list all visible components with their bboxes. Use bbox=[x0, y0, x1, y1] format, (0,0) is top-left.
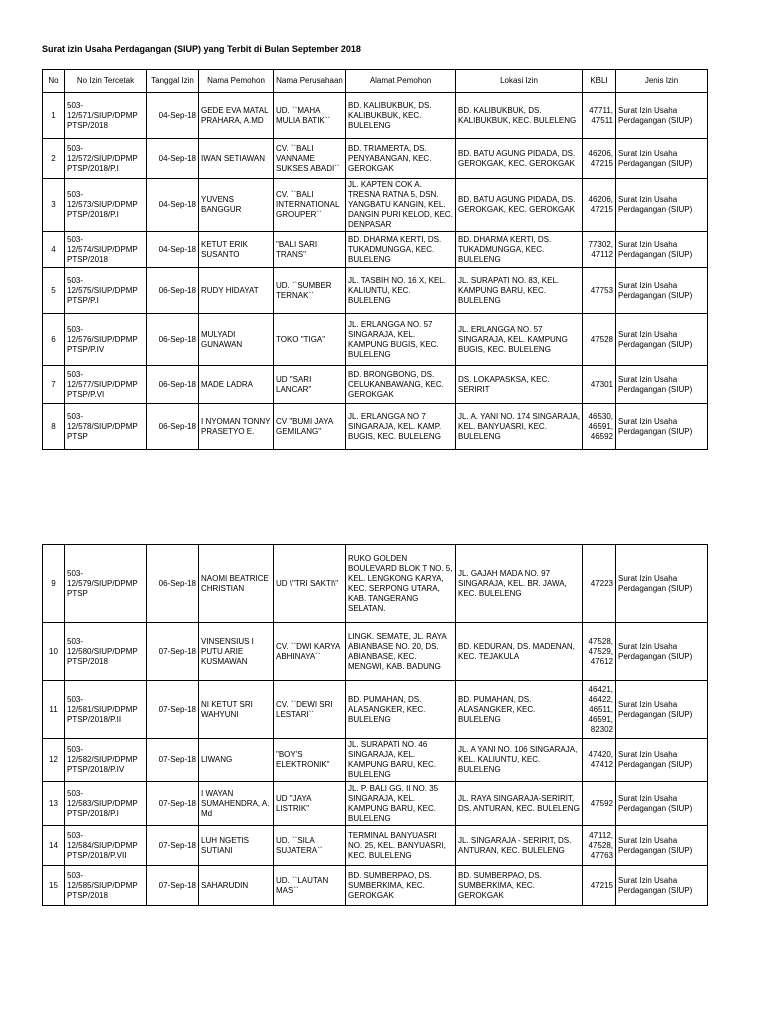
cell-nama-perusahaan: CV. ``DWI KARYA ABHINAYA`` bbox=[274, 623, 346, 681]
siup-table-2 bbox=[42, 544, 708, 906]
cell-nama-pemohon: NAOMI BEATRICE CHRISTIAN bbox=[199, 545, 274, 623]
table-1-body bbox=[43, 93, 708, 450]
cell-alamat: JL. ERLANGGA NO. 57 SINGARAJA, KEL. KAMPUNG BUGIS, KEC. BULELENG bbox=[346, 314, 456, 366]
cell-nama-perusahaan: CV. ``BALI INTERNATIONAL GROUPER`` bbox=[274, 179, 346, 232]
cell-jenis: Surat Izin Usaha Perdagangan (SIUP) bbox=[616, 782, 708, 826]
cell-kbli: 47223 bbox=[583, 545, 616, 623]
cell-kbli: 47112, 47528, 47763 bbox=[583, 826, 616, 866]
cell-kbli: 46530, 46591, 46592 bbox=[583, 404, 616, 450]
cell-tanggal: 07-Sep-18 bbox=[147, 623, 199, 681]
cell-kbli: 47753 bbox=[583, 268, 616, 314]
cell-no: 15 bbox=[43, 866, 65, 906]
cell-no-izin: 503-12/576/SIUP/DPMP PTSP/P.IV bbox=[65, 314, 147, 366]
cell-jenis: Surat Izin Usaha Perdagangan (SIUP) bbox=[616, 681, 708, 739]
cell-nama-pemohon: SAHARUDIN bbox=[199, 866, 274, 906]
cell-lokasi: BD. BATU AGUNG PIDADA, DS. GEROKGAK, KEC. GEROKGAK bbox=[456, 179, 583, 232]
cell-jenis: Surat Izin Usaha Perdagangan (SIUP) bbox=[616, 314, 708, 366]
cell-jenis: Surat Izin Usaha Perdagangan (SIUP) bbox=[616, 93, 708, 139]
cell-nama-perusahaan: CV. ``BALI VANNAME SUKSES ABADI`` bbox=[274, 139, 346, 179]
cell-alamat: BD. KALIBUKBUK, DS. KALIBUKBUK, KEC. BULELENG bbox=[346, 93, 456, 139]
cell-no: 11 bbox=[43, 681, 65, 739]
cell-tanggal: 06-Sep-18 bbox=[147, 366, 199, 404]
table-row bbox=[43, 268, 708, 314]
table-row bbox=[43, 232, 708, 268]
cell-jenis: Surat Izin Usaha Perdagangan (SIUP) bbox=[616, 866, 708, 906]
siup-table-1 bbox=[42, 69, 708, 450]
cell-no-izin: 503-12/582/SIUP/DPMP PTSP/2018/P.IV bbox=[65, 739, 147, 782]
cell-nama-pemohon: VINSENSIUS I PUTU ARIE KUSMAWAN bbox=[199, 623, 274, 681]
cell-no-izin: 503-12/579/SIUP/DPMP PTSP bbox=[65, 545, 147, 623]
cell-jenis: Surat Izin Usaha Perdagangan (SIUP) bbox=[616, 404, 708, 450]
cell-nama-perusahaan: UD "JAYA LISTRIK" bbox=[274, 782, 346, 826]
cell-kbli: 47420, 47412 bbox=[583, 739, 616, 782]
cell-tanggal: 04-Sep-18 bbox=[147, 139, 199, 179]
cell-no-izin: 503-12/574/SIUP/DPMP PTSP/2018 bbox=[65, 232, 147, 268]
table-row bbox=[43, 93, 708, 139]
header-no: No bbox=[43, 70, 65, 93]
header-kbli: KBLI bbox=[583, 70, 616, 93]
cell-no-izin: 503-12/572/SIUP/DPMP PTSP/2018/P.I bbox=[65, 139, 147, 179]
cell-kbli: 47301 bbox=[583, 366, 616, 404]
table-row bbox=[43, 782, 708, 826]
cell-kbli: 46421, 46422, 46511, 46591, 82302 bbox=[583, 681, 616, 739]
cell-no: 14 bbox=[43, 826, 65, 866]
cell-no: 1 bbox=[43, 93, 65, 139]
cell-tanggal: 04-Sep-18 bbox=[147, 232, 199, 268]
cell-nama-pemohon: YUVENS BANGGUR bbox=[199, 179, 274, 232]
cell-jenis: Surat Izin Usaha Perdagangan (SIUP) bbox=[616, 366, 708, 404]
cell-no: 2 bbox=[43, 139, 65, 179]
cell-alamat: RUKO GOLDEN BOULEVARD BLOK T NO. 5, KEL. LENGKONG KARYA, KEC. SERPONG UTARA, KAB. TANGERANG SELATAN. bbox=[346, 545, 456, 623]
cell-jenis: Surat Izin Usaha Perdagangan (SIUP) bbox=[616, 139, 708, 179]
cell-nama-pemohon: MULYADI GUNAWAN bbox=[199, 314, 274, 366]
cell-alamat: JL. KAPTEN COK A. TRESNA RATNA 5, DSN. YANGBATU KANGIN, KEL. DANGIN PURI KELOD, KEC. DENPASAR bbox=[346, 179, 456, 232]
cell-no-izin: 503-12/575/SIUP/DPMP PTSP/P.I bbox=[65, 268, 147, 314]
cell-no: 10 bbox=[43, 623, 65, 681]
cell-jenis: Surat Izin Usaha Perdagangan (SIUP) bbox=[616, 739, 708, 782]
cell-tanggal: 06-Sep-18 bbox=[147, 268, 199, 314]
cell-tanggal: 04-Sep-18 bbox=[147, 93, 199, 139]
cell-kbli: 46206, 47215 bbox=[583, 179, 616, 232]
cell-tanggal: 04-Sep-18 bbox=[147, 179, 199, 232]
cell-no-izin: 503-12/573/SIUP/DPMP PTSP/2018/P.I bbox=[65, 179, 147, 232]
table-row bbox=[43, 826, 708, 866]
cell-lokasi: BD. DHARMA KERTI, DS. TUKADMUNGGA, KEC. BULELENG bbox=[456, 232, 583, 268]
cell-no: 12 bbox=[43, 739, 65, 782]
cell-no-izin: 503-12/583/SIUP/DPMP PTSP/2018/P.I bbox=[65, 782, 147, 826]
table-row bbox=[43, 681, 708, 739]
table-2-body bbox=[43, 545, 708, 906]
cell-no: 4 bbox=[43, 232, 65, 268]
cell-lokasi: BD. BATU AGUNG PIDADA, DS. GEROKGAK, KEC. GEROKGAK bbox=[456, 139, 583, 179]
cell-alamat: JL. SURAPATI NO. 46 SINGARAJA, KEL. KAMPUNG BARU, KEC. BULELENG bbox=[346, 739, 456, 782]
document-title: Surat izin Usaha Perdagangan (SIUP) yang Terbit di Bulan September 2018 bbox=[42, 44, 361, 54]
cell-lokasi: BD. SUMBERPAO, DS. SUMBERKIMA, KEC. GEROKGAK bbox=[456, 866, 583, 906]
cell-nama-perusahaan: UD. ``LAUTAN MAS`` bbox=[274, 866, 346, 906]
cell-no: 9 bbox=[43, 545, 65, 623]
table-row bbox=[43, 545, 708, 623]
header-nama-pemohon: Nama Pemohon bbox=[199, 70, 274, 93]
cell-alamat: LINGK. SEMATE, JL. RAYA ABIANBASE NO. 20, DS. ABIANBASE, KEC. MENGWI, KAB. BADUNG bbox=[346, 623, 456, 681]
cell-tanggal: 06-Sep-18 bbox=[147, 404, 199, 450]
table-row bbox=[43, 404, 708, 450]
cell-nama-pemohon: MADE LADRA bbox=[199, 366, 274, 404]
cell-nama-pemohon: I NYOMAN TONNY PRASETYO E. bbox=[199, 404, 274, 450]
cell-nama-pemohon: I WAYAN SUMAHENDRA, A. Md bbox=[199, 782, 274, 826]
cell-alamat: BD. BRONGBONG, DS. CELUKANBAWANG, KEC. GEROKGAK bbox=[346, 366, 456, 404]
cell-no: 8 bbox=[43, 404, 65, 450]
table-header-row bbox=[43, 70, 708, 93]
cell-nama-pemohon: LUH NGETIS SUTIANI bbox=[199, 826, 274, 866]
header-jenis: Jenis Izin bbox=[616, 70, 708, 93]
cell-no: 5 bbox=[43, 268, 65, 314]
cell-kbli: 47592 bbox=[583, 782, 616, 826]
cell-kbli: 46206, 47215 bbox=[583, 139, 616, 179]
cell-nama-pemohon: GEDE EVA MATAL PRAHARA, A.MD bbox=[199, 93, 274, 139]
cell-jenis: Surat Izin Usaha Perdagangan (SIUP) bbox=[616, 826, 708, 866]
cell-lokasi: JL. GAJAH MADA NO. 97 SINGARAJA, KEL. BR. JAWA, KEC. BULELENG bbox=[456, 545, 583, 623]
cell-nama-perusahaan: TOKO "TIGA" bbox=[274, 314, 346, 366]
cell-no-izin: 503-12/585/SIUP/DPMP PTSP/2018 bbox=[65, 866, 147, 906]
cell-lokasi: BD. PUMAHAN, DS. ALASANGKER, KEC. BULELENG bbox=[456, 681, 583, 739]
header-nama-perusahaan: Nama Perusahaan bbox=[274, 70, 346, 93]
cell-nama-perusahaan: UD \"TRI SAKTI\" bbox=[274, 545, 346, 623]
header-alamat: Alamat Pemohon bbox=[346, 70, 456, 93]
table-row bbox=[43, 866, 708, 906]
cell-jenis: Surat Izin Usaha Perdagangan (SIUP) bbox=[616, 545, 708, 623]
cell-nama-perusahaan: UD. ``SUMBER TERNAK`` bbox=[274, 268, 346, 314]
cell-tanggal: 07-Sep-18 bbox=[147, 739, 199, 782]
cell-alamat: JL. P. BALI GG. II NO. 35 SINGARAJA, KEL. KAMPUNG BARU, KEC. BULELENG bbox=[346, 782, 456, 826]
cell-alamat: BD. PUMAHAN, DS. ALASANGKER, KEC. BULELENG bbox=[346, 681, 456, 739]
cell-nama-pemohon: NI KETUT SRI WAHYUNI bbox=[199, 681, 274, 739]
table-row bbox=[43, 623, 708, 681]
cell-tanggal: 06-Sep-18 bbox=[147, 545, 199, 623]
cell-no-izin: 503-12/571/SIUP/DPMP PTSP/2018 bbox=[65, 93, 147, 139]
cell-lokasi: JL. SURAPATI NO. 83, KEL. KAMPUNG BARU, KEC. BULELENG bbox=[456, 268, 583, 314]
cell-nama-perusahaan: UD. ``SILA SUJATERA`` bbox=[274, 826, 346, 866]
cell-kbli: 47711, 47511 bbox=[583, 93, 616, 139]
cell-no: 13 bbox=[43, 782, 65, 826]
cell-lokasi: JL. ERLANGGA NO. 57 SINGARAJA, KEL. KAMPUNG BUGIS, KEC. BULELENG bbox=[456, 314, 583, 366]
cell-no: 7 bbox=[43, 366, 65, 404]
cell-kbli: 47528, 47529, 47612 bbox=[583, 623, 616, 681]
cell-alamat: JL. TASBIH NO. 16 X, KEL. KALIUNTU, KEC. BULELENG bbox=[346, 268, 456, 314]
cell-tanggal: 06-Sep-18 bbox=[147, 314, 199, 366]
cell-tanggal: 07-Sep-18 bbox=[147, 866, 199, 906]
cell-lokasi: BD. KEDURAN, DS. MADENAN, KEC. TEJAKULA bbox=[456, 623, 583, 681]
table-row bbox=[43, 366, 708, 404]
cell-lokasi: JL. A. YANI NO. 174 SINGARAJA, KEL. BANYUASRI, KEC. BULELENG bbox=[456, 404, 583, 450]
cell-no-izin: 503-12/578/SIUP/DPMP PTSP bbox=[65, 404, 147, 450]
cell-alamat: BD. TRIAMERTA, DS. PENYABANGAN, KEC. GEROKGAK bbox=[346, 139, 456, 179]
table-row bbox=[43, 179, 708, 232]
cell-alamat: JL. ERLANGGA NO 7 SINGARAJA, KEL. KAMP. BUGIS, KEC. BULELENG bbox=[346, 404, 456, 450]
cell-nama-pemohon: LIWANG bbox=[199, 739, 274, 782]
cell-nama-pemohon: RUDY HIDAYAT bbox=[199, 268, 274, 314]
cell-nama-perusahaan: UD "SARI LANCAR" bbox=[274, 366, 346, 404]
table-row bbox=[43, 139, 708, 179]
header-no-izin: No Izin Tercetak bbox=[65, 70, 147, 93]
cell-alamat: BD. DHARMA KERTI, DS. TUKADMUNGGA, KEC. BULELENG bbox=[346, 232, 456, 268]
cell-nama-perusahaan: "BOY'S ELEKTRONIK" bbox=[274, 739, 346, 782]
cell-kbli: 47528 bbox=[583, 314, 616, 366]
cell-nama-pemohon: IWAN SETIAWAN bbox=[199, 139, 274, 179]
cell-alamat: BD. SUMBERPAO, DS. SUMBERKIMA, KEC. GEROKGAK bbox=[346, 866, 456, 906]
cell-no: 3 bbox=[43, 179, 65, 232]
cell-lokasi: JL. A YANI NO. 106 SINGARAJA, KEL. KALIUNTU, KEC. BULELENG bbox=[456, 739, 583, 782]
table-row bbox=[43, 739, 708, 782]
cell-nama-pemohon: KETUT ERIK SUSANTO bbox=[199, 232, 274, 268]
cell-lokasi: BD. KALIBUKBUK, DS. KALIBUKBUK, KEC. BULELENG bbox=[456, 93, 583, 139]
cell-no-izin: 503-12/581/SIUP/DPMP PTSP/2018/P.II bbox=[65, 681, 147, 739]
table-row bbox=[43, 314, 708, 366]
cell-lokasi: JL. RAYA SINGARAJA-SERIRIT, DS. ANTURAN, KEC. BULELENG bbox=[456, 782, 583, 826]
cell-kbli: 47215 bbox=[583, 866, 616, 906]
cell-tanggal: 07-Sep-18 bbox=[147, 826, 199, 866]
cell-no-izin: 503-12/577/SIUP/DPMP PTSP/P.VI bbox=[65, 366, 147, 404]
cell-tanggal: 07-Sep-18 bbox=[147, 782, 199, 826]
cell-tanggal: 07-Sep-18 bbox=[147, 681, 199, 739]
cell-nama-perusahaan: CV. ``DEWI SRI LESTARI`` bbox=[274, 681, 346, 739]
cell-jenis: Surat Izin Usaha Perdagangan (SIUP) bbox=[616, 268, 708, 314]
header-lokasi: Lokasi Izin bbox=[456, 70, 583, 93]
cell-kbli: 77302, 47112 bbox=[583, 232, 616, 268]
cell-lokasi: DS. LOKAPASKSA, KEC. SERIRIT bbox=[456, 366, 583, 404]
cell-no-izin: 503-12/584/SIUP/DPMP PTSP/2018/P.VII bbox=[65, 826, 147, 866]
cell-alamat: TERMINAL BANYUASRI NO. 25, KEL. BANYUASRI, KEC. BULELENG bbox=[346, 826, 456, 866]
cell-no: 6 bbox=[43, 314, 65, 366]
cell-lokasi: JL. SINGARAJA - SERIRIT, DS. ANTURAN, KEC. BULELENG bbox=[456, 826, 583, 866]
cell-jenis: Surat Izin Usaha Perdagangan (SIUP) bbox=[616, 232, 708, 268]
cell-nama-perusahaan: "BALI SARI TRANS" bbox=[274, 232, 346, 268]
cell-nama-perusahaan: UD. ``MAHA MULIA BATIK`` bbox=[274, 93, 346, 139]
cell-no-izin: 503-12/580/SIUP/DPMP PTSP/2018 bbox=[65, 623, 147, 681]
header-tanggal: Tanggal Izin bbox=[147, 70, 199, 93]
cell-jenis: Surat Izin Usaha Perdagangan (SIUP) bbox=[616, 179, 708, 232]
cell-jenis: Surat Izin Usaha Perdagangan (SIUP) bbox=[616, 623, 708, 681]
cell-nama-perusahaan: CV "BUMI JAYA GEMILANG" bbox=[274, 404, 346, 450]
